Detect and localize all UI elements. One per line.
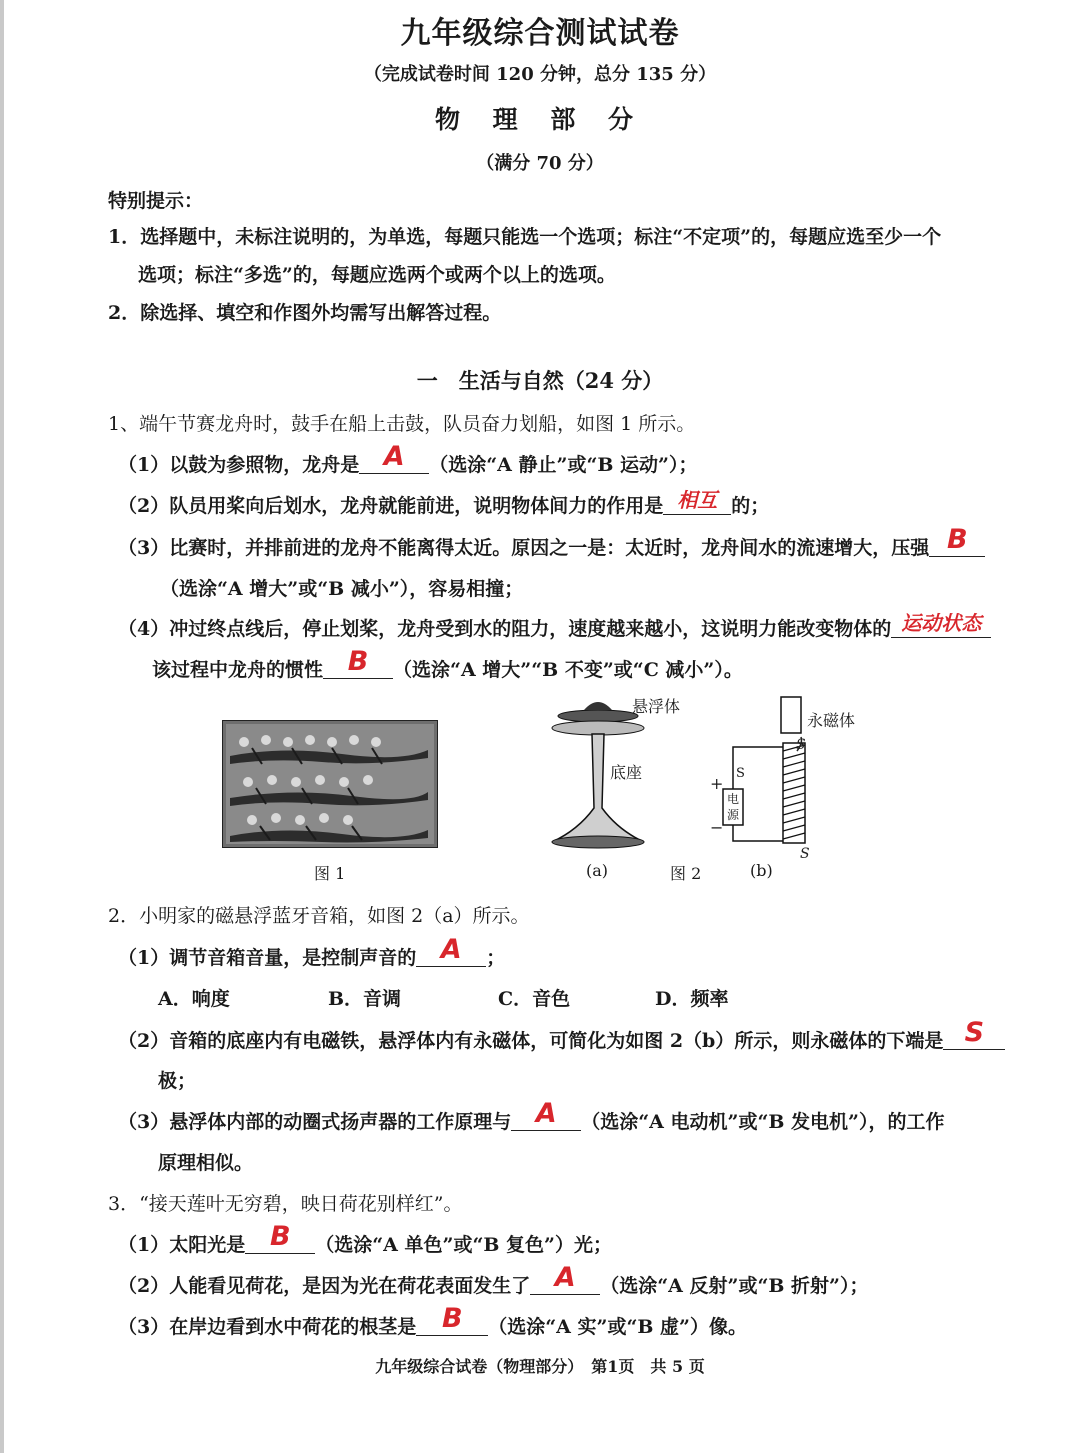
q2-p1-answer: A — [440, 934, 462, 965]
q3-part1 — [118, 1221, 612, 1257]
q2-p3-suffix: （选涂“A 电动机”或“B 发电机”），的工作 — [581, 1111, 945, 1133]
q2-p2-answer: S — [964, 1017, 985, 1048]
q3-p1-answer: B — [269, 1221, 291, 1252]
plus-terminal: + — [710, 774, 724, 793]
q1-p4-answer: 运动状态 — [901, 611, 982, 635]
q2-p2-blank[interactable] — [943, 1017, 1005, 1050]
s-terminal-label: S — [736, 766, 745, 781]
q3-p2-suffix: （选涂“A 反射”或“B 折射”）； — [600, 1275, 869, 1297]
q2-option-a[interactable]: A．响度 — [158, 988, 230, 1010]
q3-p3-blank[interactable] — [416, 1303, 488, 1336]
power-label-2: 源 — [727, 808, 740, 822]
q3-p2-prefix: （2）人能看见荷花，是因为光在荷花表面发生了 — [118, 1275, 531, 1297]
q1-p2-answer: 相互 — [677, 488, 718, 512]
q3-p2-answer: A — [554, 1262, 576, 1293]
q2-p3-prefix: （3）悬浮体内部的动圈式扬声器的工作原理与 — [118, 1111, 512, 1133]
figure-2b-label: (b) — [750, 861, 773, 880]
float-label: 悬浮体 — [632, 697, 681, 716]
q1-p1-blank[interactable] — [359, 441, 429, 474]
figure-2a-label: (a) — [586, 861, 609, 880]
note-1a: 1．选择题中，未标注说明的，为单选，每题只能选一个选项；标注“不定项”的，每题应选至少一个 — [108, 226, 942, 248]
notes-heading: 特别提示： — [108, 190, 204, 212]
q2-stem: 2．小明家的磁悬浮蓝牙音箱，如图 2（a）所示。 — [108, 905, 530, 927]
q1-stem: 1、端午节赛龙舟时，鼓手在船上击鼓，队员奋力划船，如图 1 所示。 — [108, 413, 696, 435]
handwritten-s-bottom: S — [800, 846, 810, 862]
q1-p3-prefix: （3）比赛时，并排前进的龙舟不能离得太近。原因之一是：太近时，龙舟间水的流速增大，压强 — [118, 537, 930, 559]
q2-p1-prefix: （1）调节音箱音量，是控制声音的 — [118, 947, 417, 969]
note-2: 2．除选择、填空和作图外均需写出解答过程。 — [108, 302, 502, 324]
q3-p1-suffix: （选涂“A 单色”或“B 复色”）光； — [315, 1234, 612, 1256]
q1-part4b — [152, 646, 743, 682]
q3-p1-prefix: （1）太阳光是 — [118, 1234, 246, 1256]
q2-p2-prefix: （2）音箱的底座内有电磁铁，悬浮体内有永磁体，可简化为如图 2（b）所示，则永磁体的下端是 — [118, 1030, 944, 1052]
q3-part2 — [118, 1262, 869, 1298]
section-title: 一 生活与自然（24 分） — [416, 368, 664, 393]
q1-p4b-answer: B — [347, 646, 369, 677]
q1-p4b-prefix: 该过程中龙舟的惯性 — [152, 659, 324, 681]
figure-1-dragon-boats — [222, 720, 438, 848]
q2-p1-suffix: ； — [486, 947, 506, 969]
q1-p1-suffix: （选涂“A 静止”或“B 运动”）； — [429, 454, 698, 476]
magnet-label: 永磁体 — [807, 711, 856, 730]
q1-part3 — [118, 524, 985, 560]
q1-p2-blank[interactable] — [663, 488, 731, 515]
q1-p4-prefix: （4）冲过终点线后，停止划桨，龙舟受到水的阻力，速度越来越小，这说明力能改变物体的 — [118, 618, 892, 640]
full-score: （满分 70 分） — [476, 153, 604, 174]
q3-p3-answer: B — [441, 1303, 463, 1334]
page-footer: 九年级综合试卷（物理部分） 第1页 共 5 页 — [375, 1357, 705, 1376]
minus-terminal: − — [710, 818, 724, 837]
q1-p4-blank[interactable] — [891, 611, 991, 638]
base-label: 底座 — [610, 763, 643, 782]
part-heading: 物 理 部 分 — [434, 105, 646, 134]
q1-p4b-blank[interactable] — [323, 646, 393, 679]
q1-p1-answer: A — [383, 441, 405, 472]
q2-p1-blank[interactable] — [416, 934, 486, 967]
q3-stem: 3．“接天莲叶无穷碧，映日荷花别样红”。 — [108, 1193, 463, 1215]
q2-part2 — [118, 1017, 1005, 1053]
q2-option-b[interactable]: B．音调 — [328, 988, 402, 1010]
q2-option-c[interactable]: C．音色 — [498, 988, 571, 1010]
q3-p2-blank[interactable] — [530, 1262, 600, 1295]
q1-part1 — [118, 441, 698, 477]
q1-p1-prefix: （1）以鼓为参照物，龙舟是 — [118, 454, 360, 476]
q2-part3b: 原理相似。 — [158, 1152, 254, 1174]
q2-part2b: 极； — [158, 1070, 197, 1092]
q1-p4b-suffix: （选涂“A 增大”“B 不变”或“C 减小”）。 — [393, 659, 743, 681]
q2-option-d[interactable]: D．频率 — [655, 988, 729, 1010]
q2-p3-blank[interactable] — [511, 1098, 581, 1131]
exam-subtitle: （完成试卷时间 120 分钟，总分 135 分） — [363, 64, 717, 85]
q2-part3 — [118, 1098, 945, 1134]
q2-part1 — [118, 934, 506, 970]
handwritten-s-top: S — [796, 737, 806, 753]
q1-part3b: （选涂“A 增大”或“B 减小”），容易相撞； — [160, 578, 524, 600]
q1-p2-prefix: （2）队员用桨向后划水，龙舟就能前进，说明物体间力的作用是 — [118, 495, 664, 517]
q3-p1-blank[interactable] — [245, 1221, 315, 1254]
exam-title: 九年级综合测试试卷 — [400, 16, 680, 51]
q3-part3 — [118, 1303, 747, 1339]
figure-1-caption: 图 1 — [314, 864, 346, 883]
q1-part2 — [118, 488, 770, 518]
power-label-1: 电 — [727, 792, 740, 806]
page-edge — [0, 0, 4, 1453]
figure-2-caption: 图 2 — [670, 864, 702, 883]
q2-p3-answer: A — [535, 1098, 557, 1129]
q1-part4 — [118, 611, 991, 641]
q1-p3-blank[interactable] — [929, 524, 985, 557]
note-1b: 选项；标注“多选”的，每题应选两个或两个以上的选项。 — [138, 264, 616, 286]
q1-p3-answer: B — [946, 524, 968, 555]
q3-p3-prefix: （3）在岸边看到水中荷花的根茎是 — [118, 1316, 417, 1338]
q1-p2-suffix: 的； — [731, 495, 770, 517]
q3-p3-suffix: （选涂“A 实”或“B 虚”）像。 — [488, 1316, 747, 1338]
